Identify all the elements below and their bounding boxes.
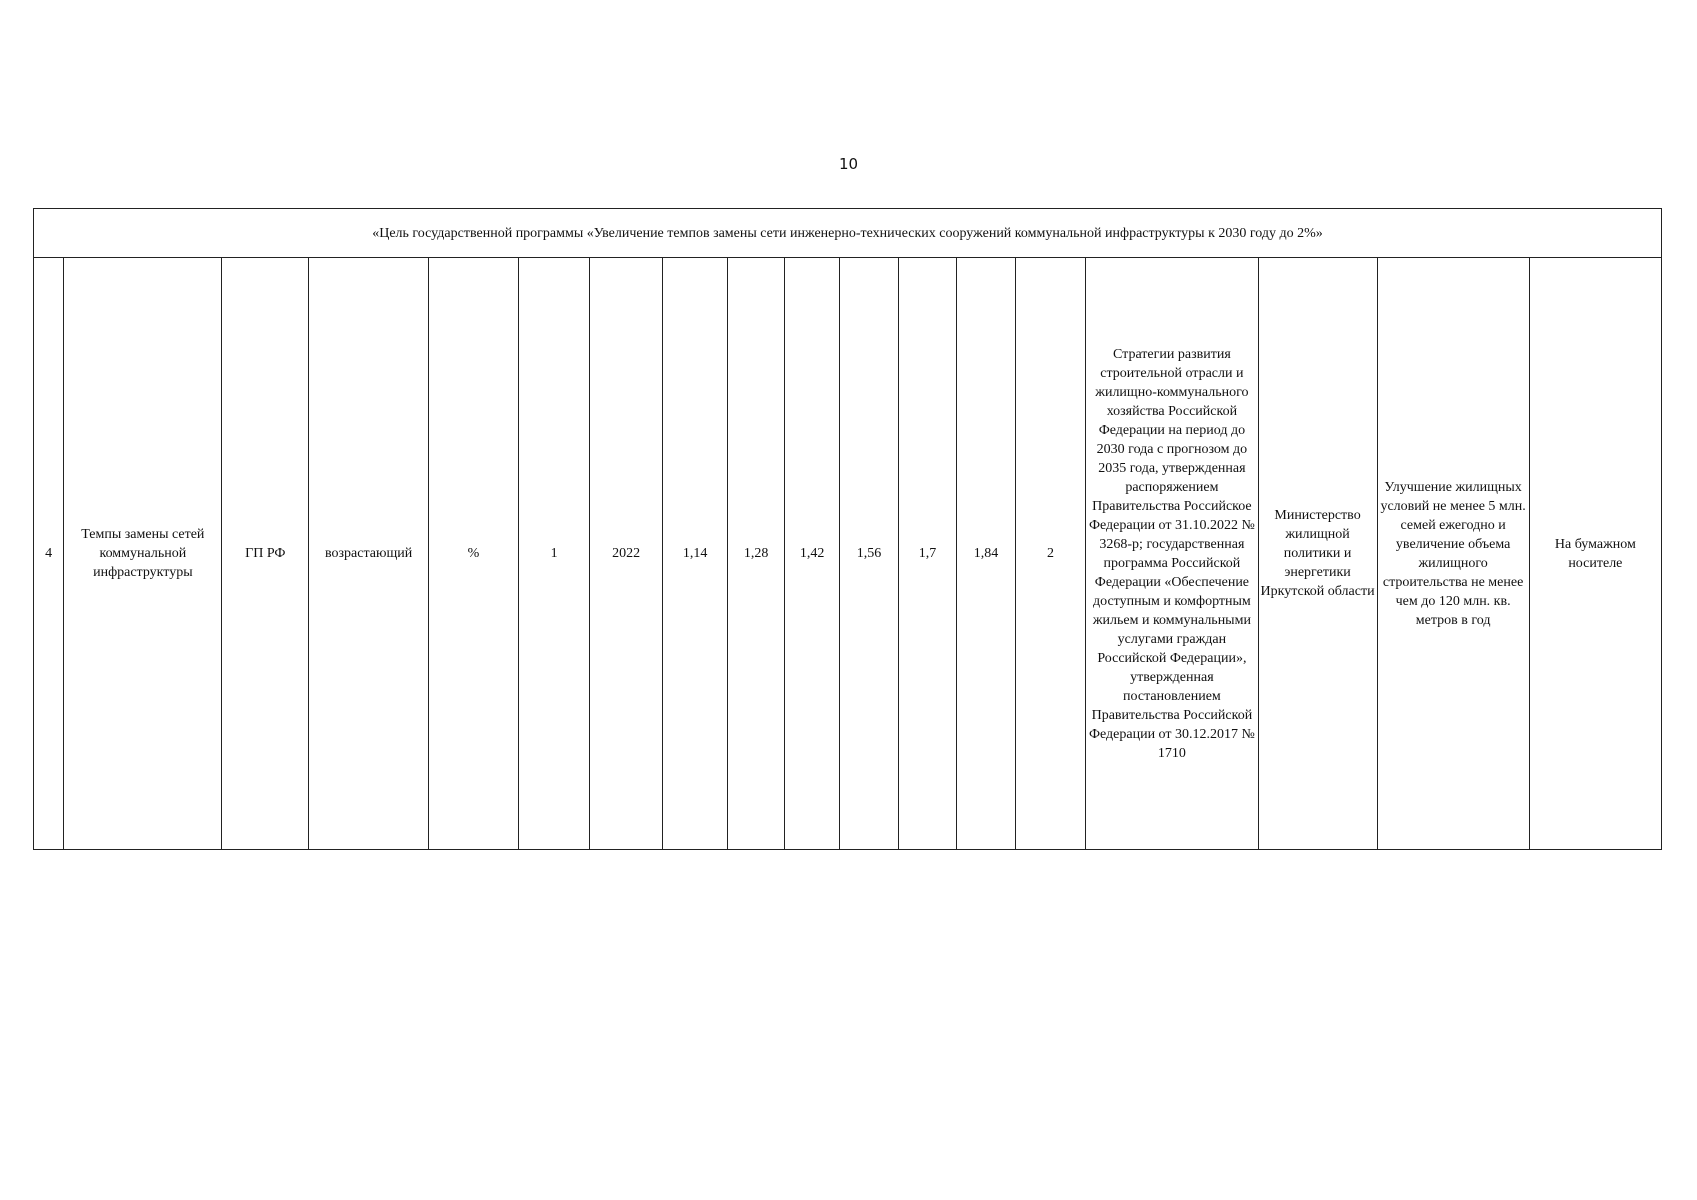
- responsible-cell: Министерство жилищной политики и энергетики Иркутской области: [1258, 258, 1377, 850]
- value-cell: 2: [1015, 258, 1086, 850]
- documents-cell: Стратегии развития строительной отрасли и жилищно-коммунального хозяйства Российской Федерации на период до 2030 года с прогнозом до 2035 года, утвержденная распоряжением Правительства Российское Федерации от 31.10.2022 № 3268-р; государственная программа Российской Федерации «Обеспечение доступным и комфортным жильем и коммунальными услугами граждан Российской Федерации», утвержденная постановлением Правительства Российской Федерации от 30.12.2017 № 1710: [1086, 258, 1258, 850]
- goal-row: [34, 209, 1662, 258]
- indicator-unit: %: [429, 258, 519, 850]
- info-system-cell: На бумажном носителе: [1529, 258, 1661, 850]
- value-cell: 1,42: [784, 258, 839, 850]
- goal-title: «Цель государственной программы «Увеличение темпов замены сети инженерно-технических сооружений коммунальной инфраструктуры к 2030 году до 2%»: [34, 209, 1662, 258]
- base-value: 1: [518, 258, 590, 850]
- table-row: [34, 258, 1662, 850]
- value-cell: 1,28: [728, 258, 784, 850]
- page-number: 10: [838, 155, 859, 173]
- indicator-name: Темпы замены сетей коммунальной инфраструктуры: [64, 258, 222, 850]
- value-cell: 1,56: [840, 258, 898, 850]
- indicators-table: [33, 208, 1662, 850]
- base-year: 2022: [590, 258, 663, 850]
- indicator-level: ГП РФ: [222, 258, 309, 850]
- value-cell: 1,7: [898, 258, 956, 850]
- link-cell: Улучшение жилищных условий не менее 5 млн. семей ежегодно и увеличение объема жилищного строительства не менее чем до 120 млн. кв. метров в год: [1377, 258, 1529, 850]
- value-cell: 1,84: [957, 258, 1015, 850]
- value-cell: 1,14: [662, 258, 728, 850]
- indicator-trend: возрастающий: [309, 258, 429, 850]
- row-number: 4: [34, 258, 64, 850]
